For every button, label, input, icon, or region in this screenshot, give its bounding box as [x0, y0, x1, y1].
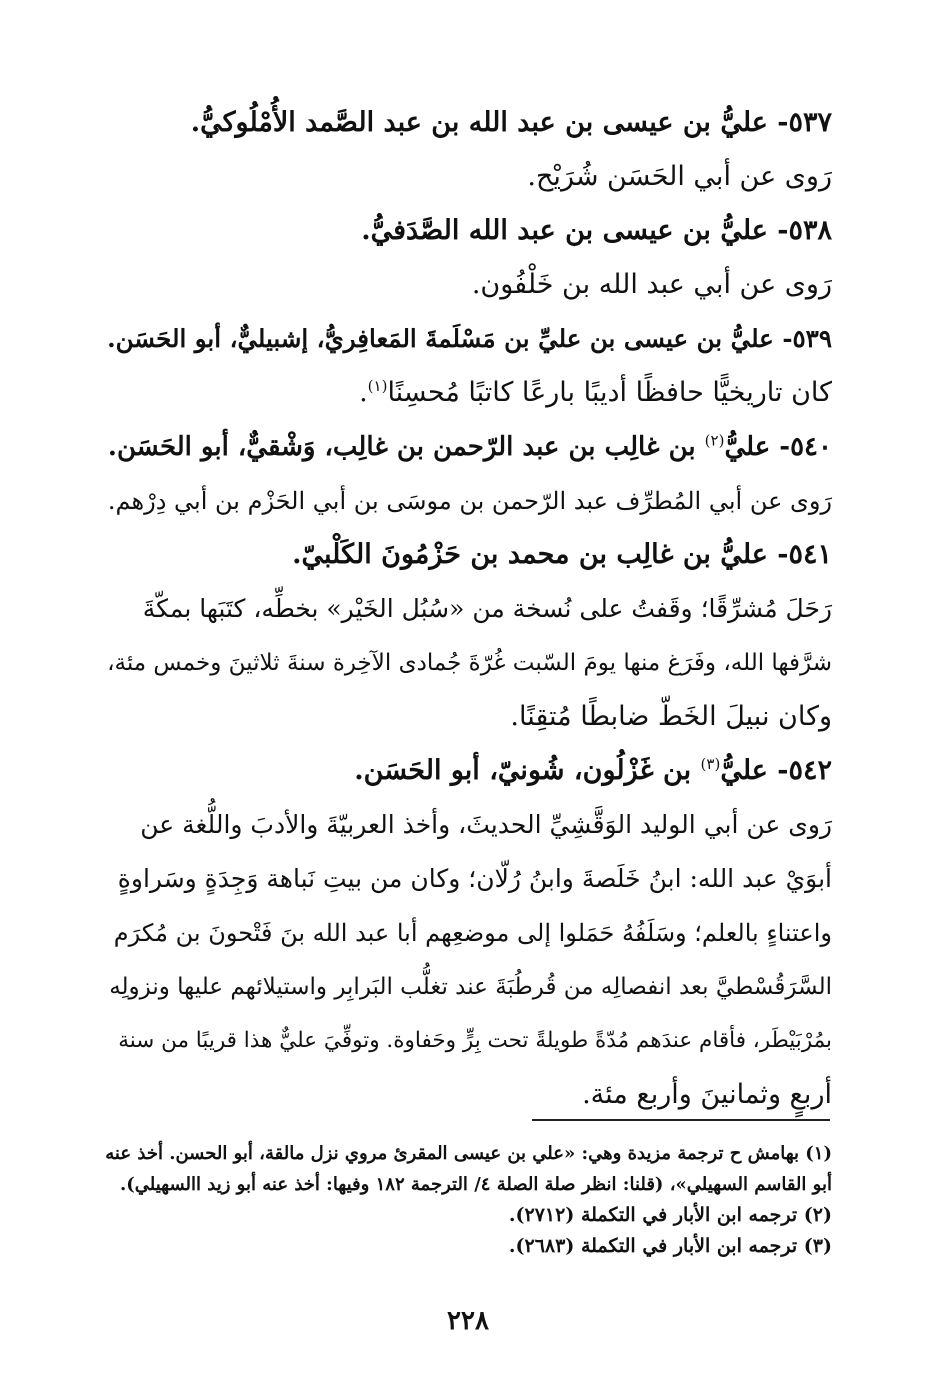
entry-body-538: رَوى عن أبي عبد الله بن خَلْفُون.	[471, 269, 832, 300]
entry-heading-541: ٥٤١- عليُّ بن غالِب بن محمد بن حَزْمُونَ الكَلْبيّ.	[292, 539, 832, 570]
footnotes	[104, 1138, 832, 1262]
entry-body-539-tail: .	[359, 377, 368, 408]
entry-heading-540-prefix: ٥٤٠- عليُّ	[724, 432, 832, 462]
entry-body-541-line-2: شرَّفها الله، وفَرَغ منها يومَ السّبت غُرّةَ جُمادى الآخِرة سنةَ ثلاثينَ وخمس مئة،	[107, 650, 832, 676]
footnote-marker-2[interactable]: (٢)	[704, 431, 725, 450]
entry-body-541-line-1: رَحَلَ مُشرِّقًا؛ وقَفتُ على نُسخة من «سُبُل الخَيْر» بخطِّه، كتَبَها بمكّةَ	[142, 594, 832, 623]
entry-heading-542-prefix: ٥٤٢- عليُّ	[720, 755, 832, 786]
entry-heading-540	[104, 420, 832, 474]
entry-body-542-line-4: السَّرَقُسْطيَّ بعد انفصالِه من قُرطُبَةَ عند تغلُّب البَرابِر واستيلائهم عليها ونزولِه	[109, 974, 832, 1000]
entry-body-540: رَوى عن أبي المُطرِّف عبد الرّحمن بن موسَى بن أبي الحَزْم بن أبي دِرْهم.	[107, 487, 832, 515]
entry-body-542-line-6: أربعٍ وثمانينَ وأربع مئة.	[582, 1079, 832, 1110]
page-number: ٢٢٨	[447, 1306, 489, 1336]
entry-heading-539: ٥٣٩- عليُّ بن عيسى بن عليِّ بن مَسْلَمةَ المَعافِريُّ، إشبيليٌّ، أبو الحَسَن.	[107, 324, 832, 353]
main-text	[104, 96, 832, 1122]
entry-body-541-line-3: وكان نبيلَ الخَطّ ضابطًا مُتقِنًا.	[510, 701, 832, 732]
entry-body-542-line-1: رَوى عن أبي الوليد الوَقَّشِيِّ الحديثَ، وأخذ العربيّةَ والأدبَ واللُّغة عن	[140, 810, 832, 839]
entry-heading-538: ٥٣٨- عليُّ بن عيسى بن عبد الله الصَّدَفيُّ.	[361, 215, 832, 246]
footnote-2: (٢) ترجمه ابن الأبار في التكملة (٢٧١٢).	[508, 1204, 832, 1226]
footnote-marker-3[interactable]: (٣)	[700, 755, 721, 773]
footnote-separator	[532, 1119, 830, 1121]
entry-heading-542-rest: بن غَزْلُون، شُونيّ، أبو الحَسَن.	[354, 755, 701, 786]
entry-body-537: رَوى عن أبي الحَسَن شُرَيْح.	[527, 161, 832, 192]
footnote-1-line-2: أبو القاسم السهيلي»، (قلنا: انظر صلة الصلة ٤/ الترجمة ١٨٢ وفيها: أخذ عنه أبو زيد االسهيلي).	[119, 1174, 832, 1195]
footnote-3: (٣) ترجمه ابن الأبار في التكملة (٢٦٨٣).	[508, 1235, 832, 1257]
entry-body-542-line-5: بمُرْبَيْطَر، فأقام عندَهم مُدّةً طويلةً تحت بِرٍّ وحَفاوة. وتوفِّيَ عليٌّ هذا قريبًا من سنة	[118, 1028, 832, 1053]
entry-body-542-line-2: أبوَيْ عبد الله: ابنُ خَلَصةَ وابنُ رُلّان؛ وكان من بيتِ نَباهة وَجِدَةٍ وسَراوةٍ	[117, 864, 832, 893]
entry-body-542-line-3: واعتناءٍ بالعلم؛ وسَلَفُهُ حَمَلوا إلى موضعِهم أبا عبد الله بنَ فَتْحونَ بن مُكرَم	[113, 919, 832, 947]
footnote-marker-1[interactable]: (١)	[367, 377, 388, 395]
entry-body-539	[104, 366, 832, 420]
footnote-1-line-1: (١) بهامش ح ترجمة مزيدة وهي: «علي بن عيسى المقرئ مروي نزل مالقة، أبو الحسن. أخذ عنه	[105, 1143, 832, 1164]
entry-heading-542	[104, 744, 832, 798]
entry-body-539-text: كان تاريخيًّا حافظًا أديبًا بارعًا كاتبًا مُحسِنًا	[387, 377, 832, 408]
entry-heading-540-rest: بن غالِب بن عبد الرّحمن بن غالِب، وَشْقيٌّ، أبو الحَسَن.	[107, 432, 705, 462]
entry-heading-537: ٥٣٧- عليُّ بن عيسى بن عبد الله بن عبد الصَّمد الأُمْلُوكيُّ.	[190, 107, 832, 138]
